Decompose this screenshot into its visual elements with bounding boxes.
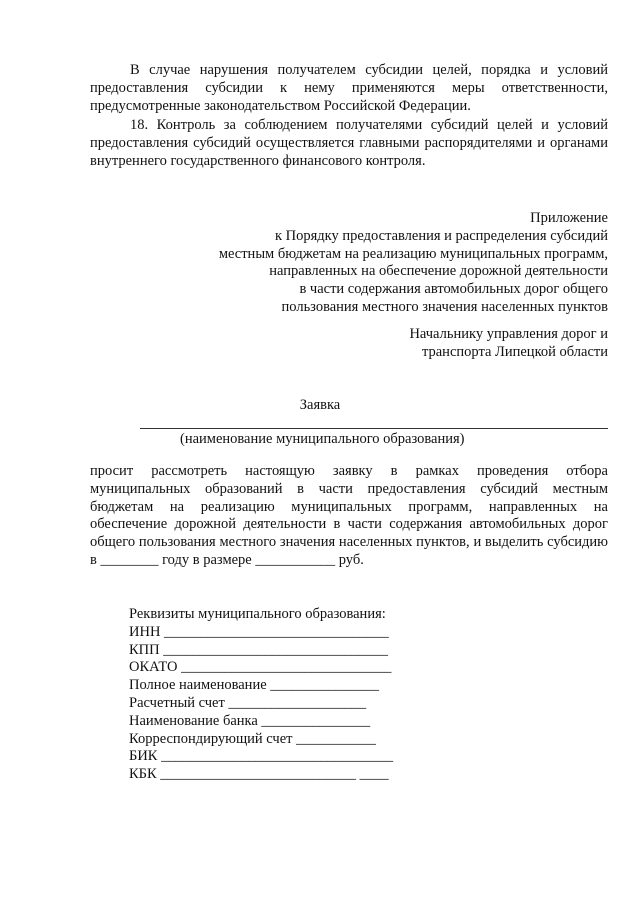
appendix-line: пользования местного значения населенных пунктов bbox=[281, 298, 608, 315]
paragraph-text: 18. Контроль за соблюдением получателями субсидий целей и условий предоставления субсидий осуществляется главными распорядителями и органами внутреннего государственного финансового контроля. bbox=[90, 117, 608, 169]
request-text: просит рассмотреть настоящую заявку в рамках проведения отбора муниципальных образований в части предоставления субсидий местным бюджетам на реализацию муниципальных программ, направленных на обеспечение дорожной деятельности в части содержания автомобильных дорог общего пользования местного значения населенных пунктов, и выделить субсидию в ________ году в размере ___________ руб. bbox=[90, 463, 608, 568]
requisite-okato: ОКАТО _____________________________ bbox=[129, 659, 392, 676]
requisite-bik: БИК ________________________________ bbox=[129, 748, 394, 765]
requisites-heading: Реквизиты муниципального образования: bbox=[129, 606, 386, 622]
requisite-corr-account: Корреспондирующий счет ___________ bbox=[129, 730, 376, 747]
requisite-bank-name: Наименование банка _______________ bbox=[129, 712, 371, 729]
appendix-line: местным бюджетам на реализацию муниципальных программ, bbox=[218, 245, 608, 262]
requisite-kpp: КПП _______________________________ bbox=[129, 641, 388, 658]
paragraph-text: В случае нарушения получателем субсидии целей, порядка и условий предоставления субсидии к нему применяются меры ответственности, предусмотренные законодательством Российской Федерации. bbox=[90, 62, 608, 114]
requisites-list bbox=[129, 606, 529, 784]
addressee bbox=[150, 326, 608, 362]
application-title: Заявка bbox=[299, 397, 341, 413]
municipality-name-caption: (наименование муниципального образования) bbox=[180, 431, 465, 447]
requisite-full-name: Полное наименование _______________ bbox=[129, 677, 380, 694]
addressee-line: Начальнику управления дорог и bbox=[409, 326, 608, 342]
requisite-inn: ИНН _______________________________ bbox=[129, 623, 389, 640]
requisite-account: Расчетный счет ___________________ bbox=[129, 694, 367, 711]
requisite-kbk: КБК ___________________________ ____ bbox=[129, 766, 389, 783]
appendix-line: направленных на обеспечение дорожной деятельности bbox=[269, 263, 608, 280]
addressee-line: транспорта Липецкой области bbox=[421, 343, 608, 360]
paragraph-control bbox=[90, 117, 608, 170]
appendix-header bbox=[150, 210, 608, 317]
application-request bbox=[90, 463, 608, 570]
municipality-name-line bbox=[140, 428, 608, 429]
appendix-line: Приложение bbox=[530, 210, 608, 226]
paragraph-violation bbox=[90, 62, 608, 115]
appendix-line: к Порядку предоставления и распределения субсидий bbox=[274, 227, 608, 244]
appendix-line: в части содержания автомобильных дорог общего bbox=[299, 281, 608, 298]
